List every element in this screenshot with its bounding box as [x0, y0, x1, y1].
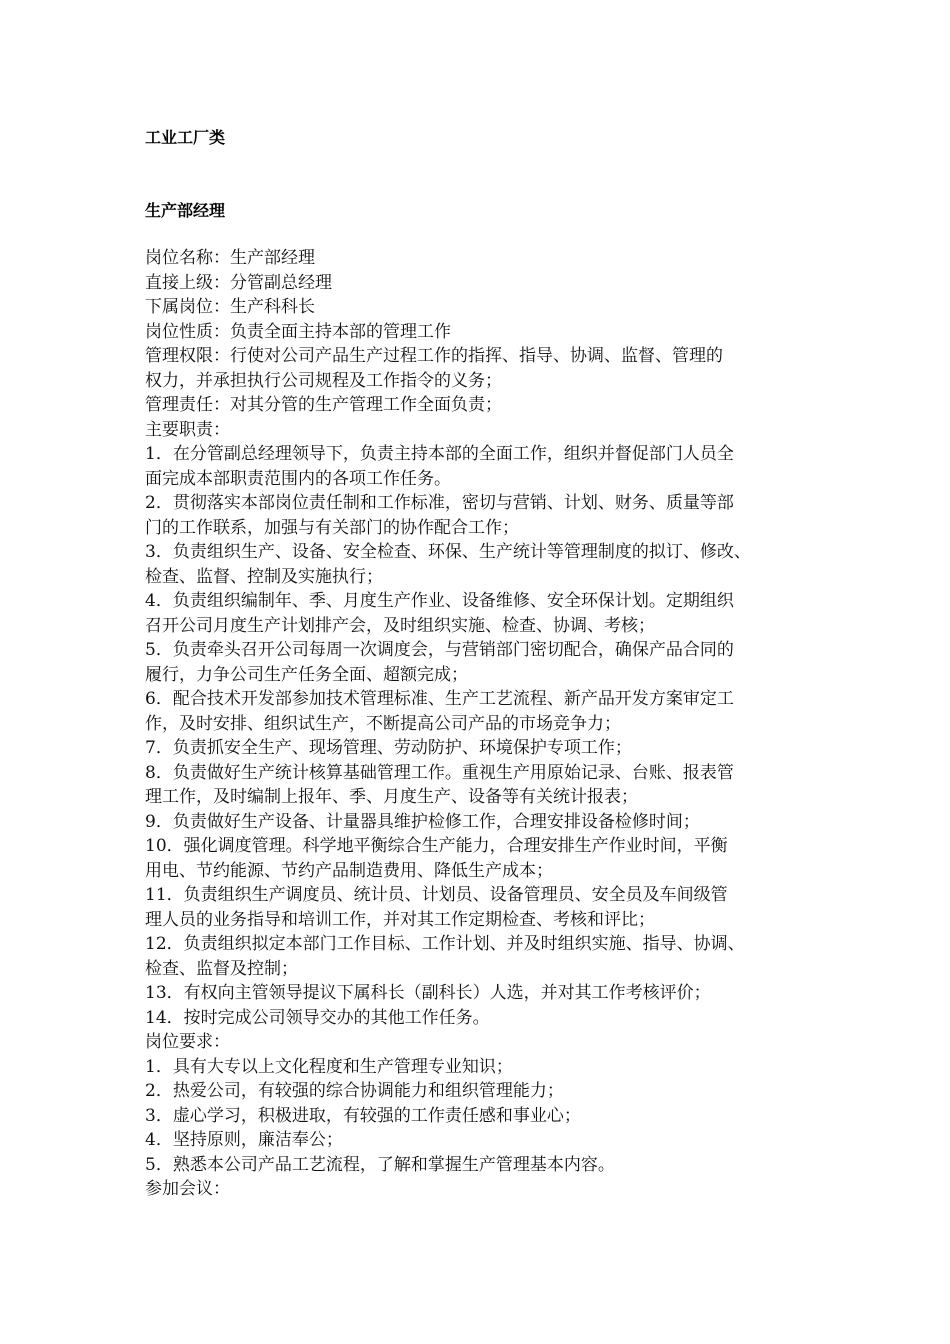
- body-line: 14．按时完成公司领导交办的其他工作任务。: [145, 1007, 490, 1028]
- body-line: 2．热爱公司，有较强的综合协调能力和组织管理能力；: [145, 1081, 564, 1101]
- body-line: 5．负责牵头召开公司每周一次调度会，与营销部门密切配合，确保产品合同的: [145, 640, 734, 660]
- job-title-heading: 生产部经理: [145, 201, 226, 220]
- body-line: 岗位要求：: [145, 1032, 230, 1052]
- body-line: 主要职责：: [145, 419, 230, 440]
- body-line: 面完成本部职责范围内的各项工作任务。: [145, 468, 451, 489]
- body-line: 权力，并承担执行公司规程及工作指令的义务；: [145, 370, 502, 391]
- body-line: 3．虚心学习，积极进取，有较强的工作责任感和事业心；: [145, 1105, 581, 1126]
- body-line: 11．负责组织生产调度员、统计员、计划员、设备管理员、安全员及车间级管: [145, 885, 728, 905]
- body-line: 2．贯彻落实本部岗位责任制和工作标准，密切与营销、计划、财务、质量等部: [145, 493, 734, 513]
- body-line: 履行，力争公司生产任务全面、超额完成；: [145, 664, 468, 685]
- body-line: 检查、监督及控制；: [145, 958, 298, 979]
- body-line: 9．负责做好生产设备、计量器具维护检修工作，合理安排设备检修时间；: [145, 811, 700, 832]
- body-line: 4．坚持原则，廉洁奉公；: [145, 1130, 343, 1150]
- body-line: 8．负责做好生产统计核算基础管理工作。重视生产用原始记录、台账、报表管: [145, 762, 734, 783]
- body-line: 1．在分管副总经理领导下，负责主持本部的全面工作，组织并督促部门人员全: [145, 444, 734, 464]
- body-line: 4．负责组织编制年、季、月度生产作业、设备维修、安全环保计划。定期组织: [145, 591, 734, 611]
- body-line: 10．强化调度管理。科学地平衡综合生产能力，合理安排生产作业时间，平衡: [145, 836, 728, 856]
- body-line: 参加会议：: [145, 1179, 230, 1199]
- body-line: 门的工作联系，加强与有关部门的协作配合工作；: [145, 517, 519, 538]
- job-description-body: [145, 246, 825, 1202]
- body-line: 理人员的业务指导和培训工作，并对其工作定期检查、考核和评比；: [145, 909, 655, 930]
- body-line: 13．有权向主管领导提议下属科长（副科长）人选，并对其工作考核评价；: [145, 983, 711, 1003]
- body-line: 7．负责抓安全生产、现场管理、劳动防护、环境保护专项工作；: [145, 738, 632, 758]
- body-line: 用电、节约能源、节约产品制造费用、降低生产成本；: [145, 860, 553, 881]
- body-line: 6．配合技术开发部参加技术管理标准、生产工艺流程、新产品开发方案审定工: [145, 689, 734, 709]
- body-line: 5．熟悉本公司产品工艺流程，了解和掌握生产管理基本内容。: [145, 1154, 615, 1175]
- body-line: 3．负责组织生产、设备、安全检查、环保、生产统计等管理制度的拟订、修改、: [145, 542, 751, 562]
- body-line: 管理责任：对其分管的生产管理工作全面负责；: [145, 395, 502, 415]
- body-line: 检查、监督、控制及实施执行；: [145, 566, 383, 587]
- body-line: 岗位名称：生产部经理: [145, 248, 315, 268]
- body-line: 直接上级：分管副总经理: [145, 272, 332, 293]
- body-line: 下属岗位：生产科科长: [145, 297, 315, 317]
- body-line: 1．具有大专以上文化程度和生产管理专业知识；: [145, 1056, 513, 1077]
- body-line: 岗位性质：负责全面主持本部的管理工作: [145, 321, 451, 342]
- body-line: 召开公司月度生产计划排产会，及时组织实施、检查、协调、考核；: [145, 615, 655, 636]
- document-category: 工业工厂类: [145, 128, 226, 147]
- body-line: 管理权限：行使对公司产品生产过程工作的指挥、指导、协调、监督、管理的: [145, 346, 723, 366]
- body-line: 理工作，及时编制上报年、季、月度生产、设备等有关统计报表；: [145, 787, 638, 807]
- body-line: 作，及时安排、组织试生产，不断提高公司产品的市场竞争力；: [145, 713, 621, 734]
- body-line: 12．负责组织拟定本部门工作目标、工作计划、并及时组织实施、指导、协调、: [145, 934, 745, 954]
